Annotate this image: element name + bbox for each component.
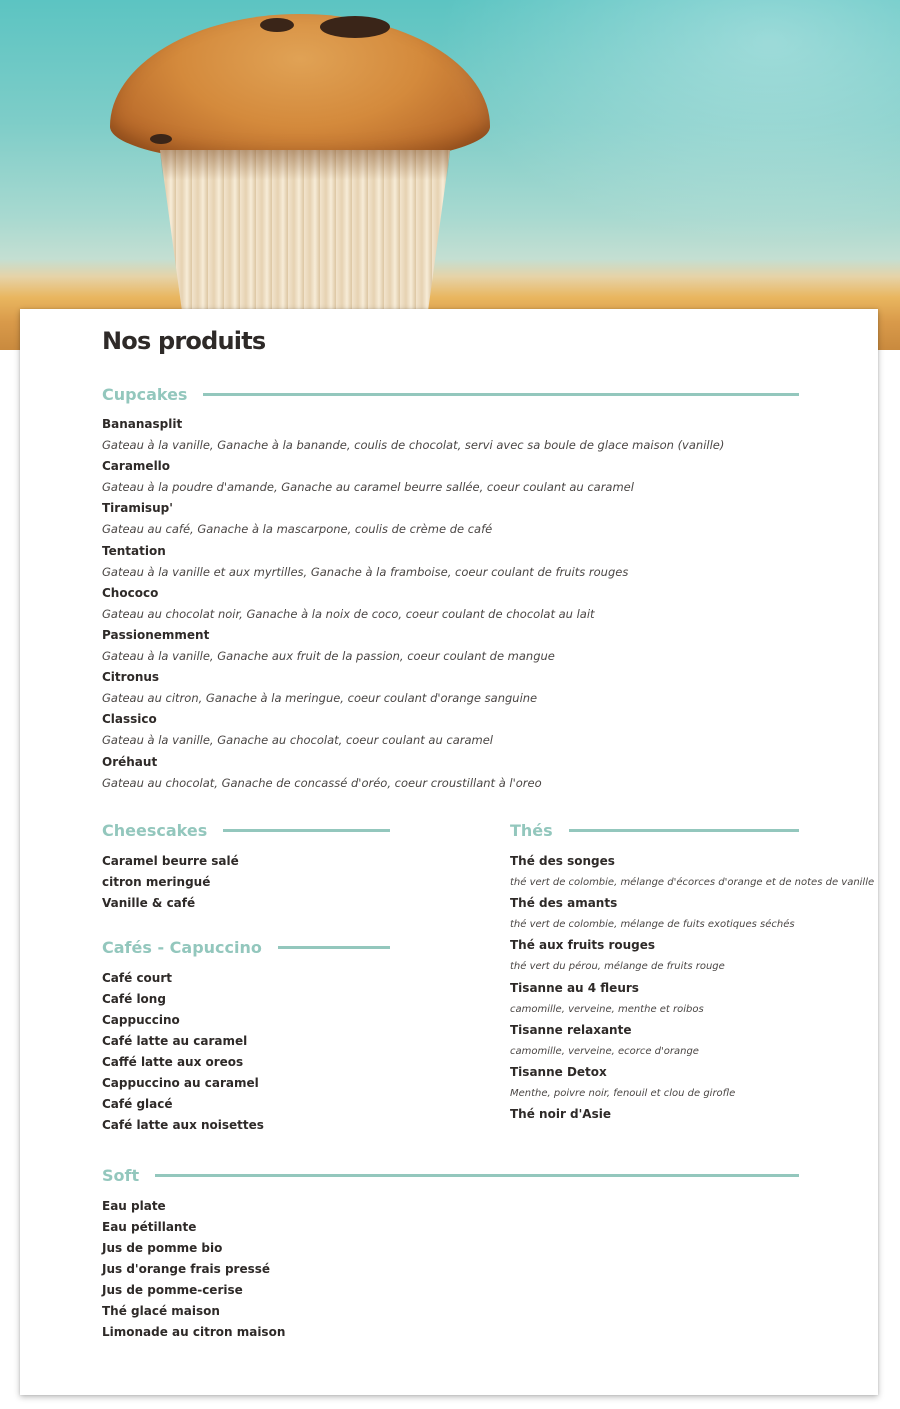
the-name: Tisanne Detox <box>510 1065 607 1079</box>
section-cupcakes-header <box>102 385 799 404</box>
the-description: Menthe, poivre noir, fenouil et clou de girofle <box>510 1088 736 1099</box>
cheescake-item: Caramel beurre salé <box>102 854 239 868</box>
cafe-item: Café latte aux noisettes <box>102 1118 264 1132</box>
the-name: Thé des songes <box>510 854 615 868</box>
cupcake-description: Gateau au café, Ganache à la mascarpone, coulis de crème de café <box>102 522 493 537</box>
the-name: Tisanne relaxante <box>510 1022 632 1037</box>
section-label: Cafés - Capuccino <box>102 938 262 957</box>
soft-item: Jus de pomme-cerise <box>102 1283 243 1297</box>
section-divider <box>569 829 799 832</box>
cupcake-name: Citronus <box>102 670 160 685</box>
cafe-item: Café court <box>102 971 172 985</box>
cafe-item: Caffé latte aux oreos <box>102 1055 244 1069</box>
cafe-item: Café latte au caramel <box>102 1034 248 1048</box>
the-description: thé vert de colombie, mélange de fuits exotiques séchés <box>510 919 795 931</box>
the-description: thé vert du pérou, mélange de fruits rouge <box>510 961 725 973</box>
page-title: Nos produits <box>102 327 266 355</box>
section-cheescakes-header <box>102 821 390 840</box>
the-description: thé vert de colombie, mélange d'écorces d'orange et de notes de vanille <box>510 877 875 888</box>
section-divider <box>278 946 390 949</box>
cupcake-description: Gateau au chocolat, Ganache de concassé d'oréo, coeur croustillant à l'oreo <box>102 775 542 790</box>
cupcake-name: Passionemment <box>102 628 210 642</box>
the-name: Thé des amants <box>510 896 618 911</box>
the-description: camomille, verveine, menthe et roibos <box>510 1003 704 1015</box>
soft-item: Eau plate <box>102 1199 166 1213</box>
section-divider <box>203 393 799 396</box>
cafe-item: Cappuccino <box>102 1013 180 1027</box>
cheescake-item: citron meringué <box>102 875 211 889</box>
hero-muffin-photo <box>0 0 900 350</box>
section-label: Soft <box>102 1166 140 1185</box>
section-soft-header <box>102 1166 799 1185</box>
section-label: Cupcakes <box>102 385 188 404</box>
cupcake-description: Gateau à la vanille et aux myrtilles, Ganache à la framboise, coeur coulant de fruits rouges <box>102 564 629 579</box>
section-thes-header <box>510 821 799 840</box>
soft-item: Thé glacé maison <box>102 1304 220 1318</box>
muffin-image <box>110 14 490 164</box>
cafe-item: Cappuccino au caramel <box>102 1076 259 1090</box>
cupcake-name: Caramello <box>102 459 171 474</box>
section-divider <box>155 1174 799 1177</box>
cupcake-description: Gateau au chocolat noir, Ganache à la noix de coco, coeur coulant de chocolat au lait <box>102 606 595 621</box>
section-divider <box>223 829 390 832</box>
section-cafes-header <box>102 938 390 957</box>
cupcake-description: Gateau à la poudre d'amande, Ganache au caramel beurre sallée, coeur coulant au caramel <box>102 480 634 495</box>
the-name: Thé noir d'Asie <box>510 1107 611 1122</box>
cupcake-name: Tentation <box>102 543 166 558</box>
cupcake-description: Gateau à la vanille, Ganache à la banande, coulis de chocolat, servi avec sa boule de glace maison (vanille) <box>102 438 725 452</box>
cupcake-name: Chococo <box>102 585 159 600</box>
soft-item: Jus d'orange frais pressé <box>102 1262 271 1276</box>
section-label: Cheescakes <box>102 821 208 840</box>
cupcake-name: Oréhaut <box>102 754 158 769</box>
cafe-item: Café long <box>102 992 166 1006</box>
cupcake-name: Classico <box>102 712 157 727</box>
soft-item: Jus de pomme bio <box>102 1241 223 1255</box>
cupcake-name: Bananasplit <box>102 417 183 431</box>
soft-item: Eau pétillante <box>102 1220 197 1234</box>
menu-card <box>20 309 878 1395</box>
the-description: camomille, verveine, ecorce d'orange <box>510 1045 699 1057</box>
cafe-item: Café glacé <box>102 1097 173 1111</box>
section-label: Thés <box>510 821 553 840</box>
soft-item: Limonade au citron maison <box>102 1325 286 1339</box>
cupcake-description: Gateau à la vanille, Ganache au chocolat, coeur coulant au caramel <box>102 733 493 748</box>
cupcake-description: Gateau au citron, Ganache à la meringue, coeur coulant d'orange sanguine <box>102 691 538 706</box>
the-name: Tisanne au 4 fleurs <box>510 980 639 995</box>
cheescake-item: Vanille & café <box>102 896 196 910</box>
cupcake-description: Gateau à la vanille, Ganache aux fruit de la passion, coeur coulant de mangue <box>102 649 555 663</box>
cupcake-name: Tiramisup' <box>102 501 173 516</box>
the-name: Thé aux fruits rouges <box>510 938 656 953</box>
